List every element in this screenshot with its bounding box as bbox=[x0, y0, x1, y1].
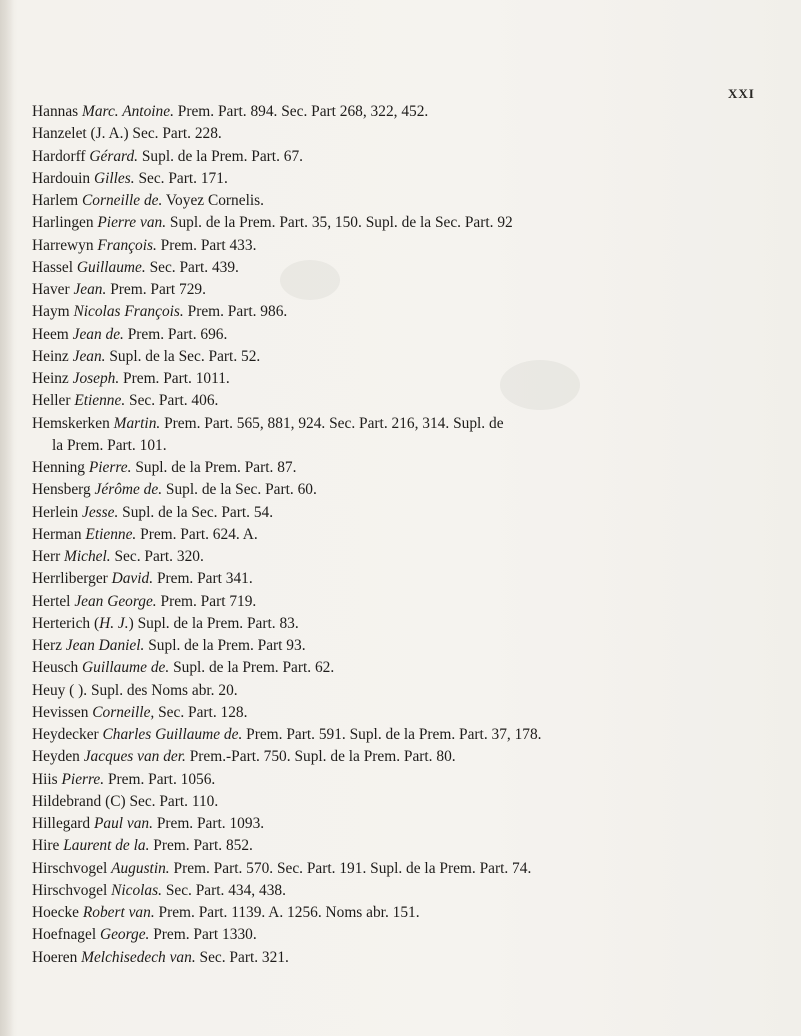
index-entry bbox=[32, 190, 792, 212]
index-entry bbox=[32, 858, 792, 880]
entry-reference: Sec. Part. 406. bbox=[125, 392, 219, 410]
entry-given-name: Michel. bbox=[64, 548, 111, 565]
entry-name: Heinz bbox=[32, 370, 73, 387]
entry-given-name: Martin. bbox=[113, 414, 161, 432]
entry-reference: Sec. Part. 321. bbox=[195, 948, 289, 966]
entry-name: Hirschvogel bbox=[32, 881, 112, 899]
entry-name: Hardorff bbox=[32, 147, 90, 165]
entry-name: Heuy ( ). Supl. des Noms abr. 20. bbox=[32, 681, 238, 699]
entry-name: Herterich ( bbox=[32, 614, 100, 632]
entry-given-name: Robert van. bbox=[82, 904, 155, 921]
entry-given-name: Melchisedech van. bbox=[81, 948, 196, 966]
index-entry bbox=[32, 702, 792, 724]
entry-name: Hirschvogel bbox=[32, 859, 112, 877]
index-entry bbox=[32, 146, 792, 168]
entry-reference: Supl. de la Prem. Part 93. bbox=[144, 637, 306, 654]
entry-given-name: Jacques van der. bbox=[83, 748, 186, 766]
entry-name: Hensberg bbox=[32, 481, 95, 499]
index-entry bbox=[32, 257, 792, 279]
entry-given-name: Corneille, bbox=[92, 703, 155, 721]
entry-name: Herlein bbox=[32, 503, 82, 521]
entry-given-name: Joseph. bbox=[72, 370, 120, 387]
index-entry bbox=[32, 791, 792, 813]
index-entry bbox=[32, 390, 792, 412]
entry-given-name: Charles Guillaume de. bbox=[102, 726, 243, 743]
entry-reference: Supl. de la Prem. Part. 35, 150. Supl. de la Sec. Part. 92 bbox=[166, 214, 513, 232]
gutter-shadow bbox=[0, 0, 14, 1036]
entry-name: Heusch bbox=[32, 659, 83, 677]
index-entry bbox=[32, 123, 792, 145]
entry-reference: Supl. de la Prem. Part. 67. bbox=[138, 147, 304, 165]
entry-name: Hanzelet (J. A.) Sec. Part. 228. bbox=[32, 125, 222, 143]
entry-name: Hannas bbox=[32, 103, 83, 120]
entry-given-name: Pierre. bbox=[61, 770, 105, 788]
entry-reference: Prem. Part 433. bbox=[156, 236, 257, 254]
entry-name: Herrliberger bbox=[32, 570, 112, 588]
entry-given-name: Jesse. bbox=[82, 503, 119, 521]
entry-reference: Sec. Part. 320. bbox=[110, 548, 204, 565]
index-entry bbox=[32, 212, 792, 234]
entry-given-name: Etienne. bbox=[85, 525, 137, 543]
entry-name: Hardouin bbox=[32, 169, 94, 187]
entry-name: Hillegard bbox=[32, 815, 94, 832]
entry-name: Heyden bbox=[32, 748, 84, 766]
index-entry bbox=[32, 457, 792, 479]
entry-reference: Prem. Part. 696. bbox=[123, 325, 228, 343]
index-entry bbox=[32, 346, 792, 368]
entry-name: Hevissen bbox=[32, 703, 93, 721]
entry-reference: Prem. Part. 591. Supl. de la Prem. Part. 37, 178. bbox=[242, 726, 542, 743]
entry-given-name: Jean. bbox=[72, 347, 106, 365]
entry-given-name: Corneille de. bbox=[82, 192, 163, 209]
entry-reference: Prem. Part 719. bbox=[156, 592, 257, 610]
index-entries bbox=[32, 101, 792, 969]
entry-given-name: Paul van. bbox=[93, 815, 153, 832]
entry-reference: Prem. Part. 986. bbox=[183, 303, 288, 321]
entry-reference: Sec. Part. 171. bbox=[134, 169, 228, 187]
entry-name: Heem bbox=[32, 325, 73, 343]
index-entry bbox=[32, 724, 792, 746]
entry-reference: Prem.-Part. 750. Supl. de la Prem. Part. 80. bbox=[185, 748, 456, 766]
entry-name: Haver bbox=[32, 281, 74, 298]
index-entry bbox=[32, 902, 792, 924]
entry-name: Hoecke bbox=[32, 904, 83, 921]
entry-name: Haym bbox=[32, 303, 74, 321]
entry-reference: Prem. Part. 1011. bbox=[119, 370, 230, 387]
entry-name: Herr bbox=[32, 548, 65, 565]
entry-reference: Sec. Part. 128. bbox=[154, 703, 248, 721]
entry-name: Hassel bbox=[32, 258, 77, 276]
index-entry bbox=[32, 591, 792, 613]
entry-given-name: Jean Daniel. bbox=[65, 637, 145, 654]
entry-reference: Prem. Part 729. bbox=[106, 281, 206, 298]
entry-name: Harlem bbox=[32, 192, 82, 209]
entry-name: Harlingen bbox=[32, 214, 98, 232]
entry-name: Harrewyn bbox=[32, 236, 98, 254]
entry-given-name: Pierre. bbox=[88, 459, 132, 476]
entry-reference: Sec. Part. 439. bbox=[145, 258, 239, 276]
entry-given-name: H. J. bbox=[99, 614, 129, 632]
entry-reference: Prem. Part. 570. Sec. Part. 191. Supl. de la Prem. Part. 74. bbox=[169, 859, 532, 877]
entry-reference: Supl. de la Sec. Part. 52. bbox=[105, 347, 261, 365]
index-entry bbox=[32, 835, 792, 857]
entry-name: Heinz bbox=[32, 347, 73, 365]
index-entry bbox=[32, 680, 792, 702]
entry-name: Hire bbox=[32, 837, 64, 855]
index-entry bbox=[32, 479, 792, 501]
entry-given-name: Jean. bbox=[73, 281, 107, 298]
entry-reference: Supl. de la Sec. Part. 54. bbox=[118, 503, 274, 521]
entry-given-name: Gilles. bbox=[93, 169, 135, 187]
index-entry bbox=[32, 235, 792, 257]
index-entry bbox=[32, 635, 792, 657]
entry-given-name: Guillaume de. bbox=[82, 659, 170, 677]
entry-name: Herman bbox=[32, 525, 86, 543]
entry-name: Henning bbox=[32, 459, 89, 476]
index-entry bbox=[32, 924, 792, 946]
page-number: XXI bbox=[728, 86, 755, 101]
index-entry bbox=[32, 524, 792, 546]
entry-reference: Voyez Cornelis. bbox=[162, 192, 264, 209]
index-entry bbox=[32, 435, 792, 457]
entry-name: la Prem. Part. 101. bbox=[52, 436, 167, 454]
index-entry bbox=[32, 746, 792, 768]
entry-reference: Prem. Part. 624. A. bbox=[136, 525, 258, 543]
index-entry bbox=[32, 546, 792, 568]
entry-name: Hoefnagel bbox=[32, 926, 100, 944]
entry-name: Heller bbox=[32, 392, 75, 410]
entry-reference: Supl. de la Sec. Part. 60. bbox=[162, 481, 317, 499]
entry-reference: ) Supl. de la Prem. Part. 83. bbox=[128, 614, 299, 632]
entry-given-name: Gérard. bbox=[89, 147, 139, 165]
index-entry bbox=[32, 813, 792, 835]
entry-given-name: Nicolas. bbox=[111, 881, 162, 899]
entry-reference: Prem. Part. 894. Sec. Part 268, 322, 452. bbox=[173, 103, 429, 120]
entry-given-name: François. bbox=[97, 236, 157, 254]
entry-given-name: Guillaume. bbox=[76, 258, 146, 276]
index-entry bbox=[32, 880, 792, 902]
entry-reference: Prem. Part. 852. bbox=[149, 837, 253, 855]
entry-given-name: Jérôme de. bbox=[94, 481, 163, 499]
index-entry bbox=[32, 101, 792, 123]
entry-name: Herz bbox=[32, 637, 66, 654]
entry-given-name: George. bbox=[99, 926, 150, 944]
entry-reference: Prem. Part 341. bbox=[153, 570, 253, 588]
index-entry bbox=[32, 947, 792, 969]
index-entry bbox=[32, 279, 792, 301]
index-entry bbox=[32, 657, 792, 679]
entry-reference: Supl. de la Prem. Part. 62. bbox=[169, 659, 335, 677]
entry-given-name: Laurent de la. bbox=[63, 837, 150, 855]
entry-name: Hoeren bbox=[32, 948, 82, 966]
index-entry bbox=[32, 502, 792, 524]
entry-reference: Prem. Part. 1056. bbox=[104, 770, 216, 788]
entry-reference: Prem. Part 1330. bbox=[149, 926, 257, 944]
entry-given-name: Nicolas François. bbox=[73, 303, 184, 321]
index-entry bbox=[32, 613, 792, 635]
entry-given-name: Etienne. bbox=[74, 392, 126, 410]
entry-name: Hemskerken bbox=[32, 414, 114, 432]
index-entry bbox=[32, 413, 792, 435]
index-entry bbox=[32, 568, 792, 590]
entry-name: Hiis bbox=[32, 770, 62, 788]
entry-name: Hildebrand (C) Sec. Part. 110. bbox=[32, 792, 219, 810]
entry-given-name: Jean George. bbox=[74, 592, 157, 610]
index-entry bbox=[32, 324, 792, 346]
entry-reference: Prem. Part. 1093. bbox=[152, 815, 265, 832]
entry-given-name: Jean de. bbox=[72, 325, 124, 343]
entry-reference: Prem. Part. 565, 881, 924. Sec. Part. 216, 314. Supl. de bbox=[160, 414, 504, 432]
entry-given-name: Augustin. bbox=[111, 859, 170, 877]
entry-given-name: Marc. Antoine. bbox=[82, 103, 174, 120]
entry-name: Hertel bbox=[32, 592, 75, 610]
entry-given-name: David. bbox=[111, 570, 154, 588]
entry-name: Heydecker bbox=[32, 726, 103, 743]
index-entry bbox=[32, 769, 792, 791]
index-entry bbox=[32, 301, 792, 323]
index-entry bbox=[32, 168, 792, 190]
entry-reference: Prem. Part. 1139. A. 1256. Noms abr. 151. bbox=[154, 904, 420, 921]
index-entry bbox=[32, 368, 792, 390]
entry-reference: Sec. Part. 434, 438. bbox=[161, 881, 286, 899]
entry-reference: Supl. de la Prem. Part. 87. bbox=[131, 459, 297, 476]
entry-given-name: Pierre van. bbox=[97, 214, 167, 232]
